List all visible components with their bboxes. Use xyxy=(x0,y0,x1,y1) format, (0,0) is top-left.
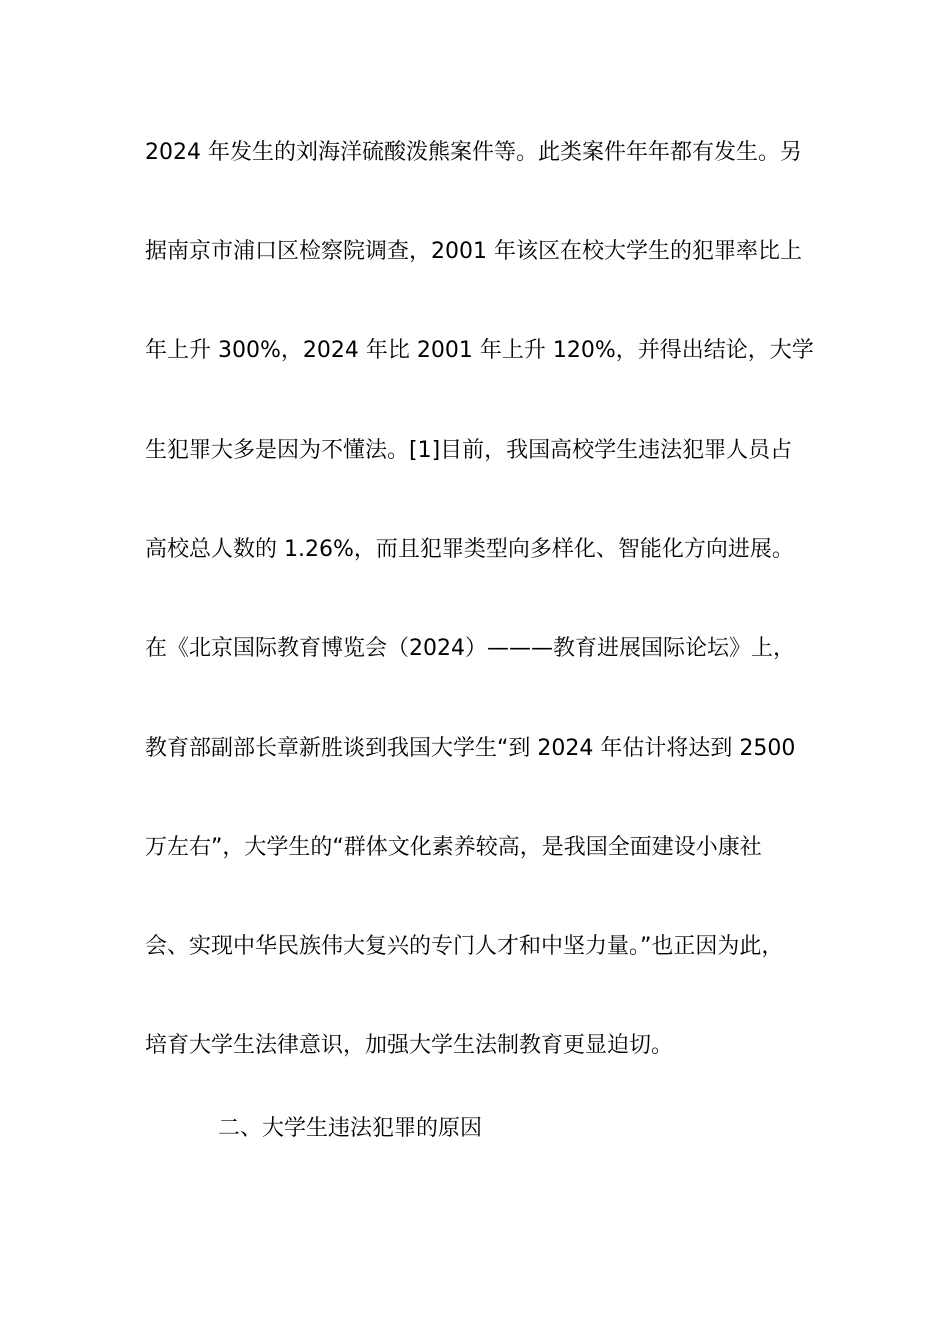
section-heading: 二、大学生违法犯罪的原因 xyxy=(218,1116,483,1141)
paragraph-line: 据南京市浦口区检察院调查，2001 年该区在校大学生的犯罪率比上 xyxy=(145,239,802,264)
paragraph-line: 会、实现中华民族伟大复兴的专门人才和中坚力量。”也正因为此， xyxy=(145,934,784,959)
paragraph-line: 教育部副部长章新胜谈到我国大学生“到 2024 年估计将达到 2500 xyxy=(145,736,796,761)
paragraph-line: 万左右”，大学生的“群体文化素养较高，是我国全面建设小康社 xyxy=(145,835,762,860)
paragraph-line: 生犯罪大多是因为不懂法。[1]目前，我国高校学生违法犯罪人员占 xyxy=(145,438,793,463)
paragraph-line: 2024 年发生的刘海洋硫酸泼熊案件等。此类案件年年都有发生。另 xyxy=(145,140,802,165)
paragraph-line: 培育大学生法律意识，加强大学生法制教育更显迫切。 xyxy=(145,1033,674,1058)
paragraph-line: 年上升 300%，2024 年比 2001 年上升 120%，并得出结论，大学 xyxy=(145,338,814,363)
paragraph-line: 高校总人数的 1.26%，而且犯罪类型向多样化、智能化方向进展。 xyxy=(145,537,794,562)
paragraph-line: 在《北京国际教育博览会（2024）———教育进展国际论坛》上， xyxy=(145,636,795,661)
